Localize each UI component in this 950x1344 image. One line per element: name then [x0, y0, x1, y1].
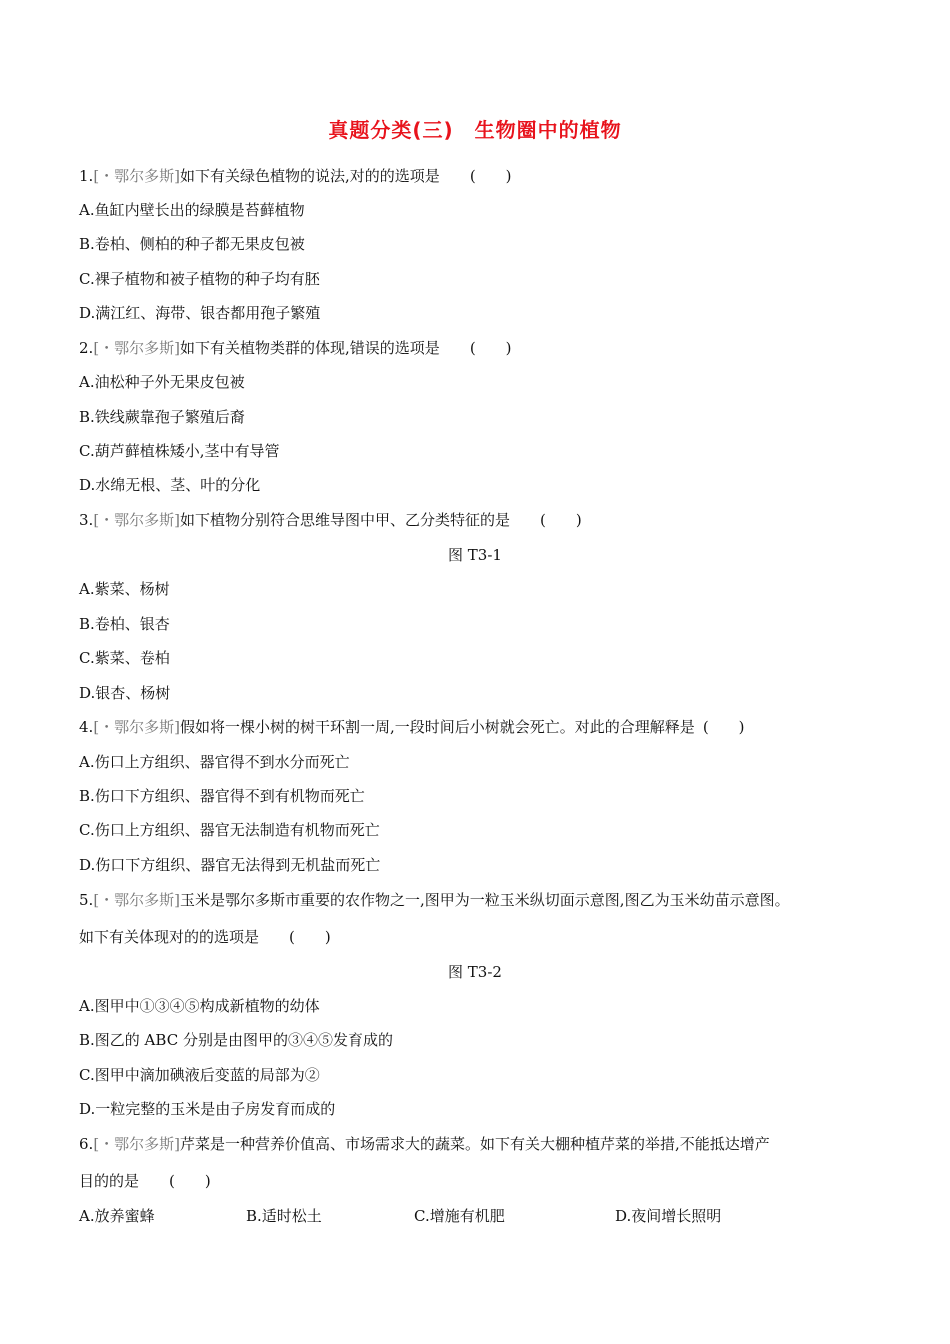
page-title: 真题分类(三) 生物圈中的植物 — [328, 118, 622, 142]
answer-parens: ( ) — [702, 718, 745, 736]
question-source: [・鄂尔多斯] — [93, 718, 181, 736]
option-d: D.满江红、海带、银杏都用孢子繁殖 — [79, 304, 321, 322]
question-text: 如下有关植物类群的体现,错误的选项是 — [180, 339, 440, 357]
question-source: [・鄂尔多斯] — [93, 891, 181, 909]
option-c: C.伤口上方组织、器官无法制造有机物而死亡 — [79, 821, 380, 839]
question-source: [・鄂尔多斯] — [93, 339, 181, 357]
figure-caption: 图 T3-2 — [448, 963, 502, 981]
question-number: 1. — [79, 167, 94, 185]
option-b: B.卷柏、侧柏的种子都无果皮包被 — [79, 235, 305, 253]
option-d: D.一粒完整的玉米是由子房发育而成的 — [79, 1100, 336, 1118]
option-b: B.伤口下方组织、器官得不到有机物而死亡 — [79, 787, 365, 805]
question-number: 2. — [79, 339, 94, 357]
question-text: 如下有关绿色植物的说法,对的的选项是 — [180, 167, 440, 185]
answer-parens: ( ) — [169, 1172, 211, 1190]
option-a: A.紫菜、杨树 — [79, 580, 170, 598]
figure-caption: 图 T3-1 — [448, 546, 502, 564]
option-b: B.卷柏、银杏 — [79, 615, 170, 633]
question-source: [・鄂尔多斯] — [93, 1135, 181, 1153]
option-c: C.裸子植物和被子植物的种子均有胚 — [79, 270, 320, 288]
question-3 — [79, 510, 582, 530]
question-text-continued: 如下有关体现对的的选项是 — [79, 928, 260, 946]
option-a: A.图甲中①③④⑤构成新植物的幼体 — [79, 997, 320, 1015]
question-4 — [79, 717, 745, 737]
option-c: C.葫芦藓植株矮小,茎中有导管 — [79, 442, 280, 460]
question-text: 玉米是鄂尔多斯市重要的农作物之一,图甲为一粒玉米纵切面示意图,图乙为玉米幼苗示意图。 — [180, 891, 790, 909]
question-number: 5. — [79, 891, 94, 909]
question-text-continued: 目的的是 — [79, 1172, 140, 1190]
question-source: [・鄂尔多斯] — [93, 511, 181, 529]
option-a: A.放养蜜蜂 — [79, 1207, 155, 1225]
option-b: B.图乙的 ABC 分别是由图甲的③④⑤发育成的 — [79, 1031, 393, 1049]
question-6-continued — [79, 1171, 211, 1191]
question-number: 3. — [79, 511, 94, 529]
answer-parens: ( ) — [289, 928, 331, 946]
option-c: C.紫菜、卷柏 — [79, 649, 170, 667]
question-text: 如下植物分别符合思维导图中甲、乙分类特征的是 — [180, 511, 511, 529]
question-5 — [79, 890, 790, 910]
answer-parens: ( ) — [469, 167, 512, 185]
option-d: D.银杏、杨树 — [79, 684, 171, 702]
option-c: C.图甲中滴加碘液后变蓝的局部为② — [79, 1066, 320, 1084]
option-b: B.适时松土 — [246, 1207, 322, 1225]
option-d: D.水绵无根、茎、叶的分化 — [79, 476, 261, 494]
option-a: A.伤口上方组织、器官得不到水分而死亡 — [79, 753, 350, 771]
question-text: 芹菜是一种营养价值高、市场需求大的蔬菜。如下有关大棚种植芹菜的举措,不能抵达增产 — [180, 1135, 770, 1153]
option-c: C.增施有机肥 — [414, 1207, 505, 1225]
option-d: D.夜间增长照明 — [615, 1207, 722, 1225]
option-a: A.油松种子外无果皮包被 — [79, 373, 245, 391]
question-1 — [79, 166, 512, 186]
question-source: [・鄂尔多斯] — [93, 167, 181, 185]
question-5-continued — [79, 927, 331, 947]
option-d: D.伤口下方组织、器官无法得到无机盐而死亡 — [79, 856, 381, 874]
option-b: B.铁线蕨靠孢子繁殖后裔 — [79, 408, 245, 426]
question-2 — [79, 338, 512, 358]
answer-parens: ( ) — [469, 339, 512, 357]
answer-parens: ( ) — [540, 511, 582, 529]
question-text: 假如将一棵小树的树干环割一周,一段时间后小树就会死亡。对此的合理解释是 — [180, 718, 695, 736]
question-6 — [79, 1134, 770, 1154]
question-number: 6. — [79, 1135, 94, 1153]
question-number: 4. — [79, 718, 94, 736]
option-a: A.鱼缸内壁长出的绿膜是苔藓植物 — [79, 201, 305, 219]
